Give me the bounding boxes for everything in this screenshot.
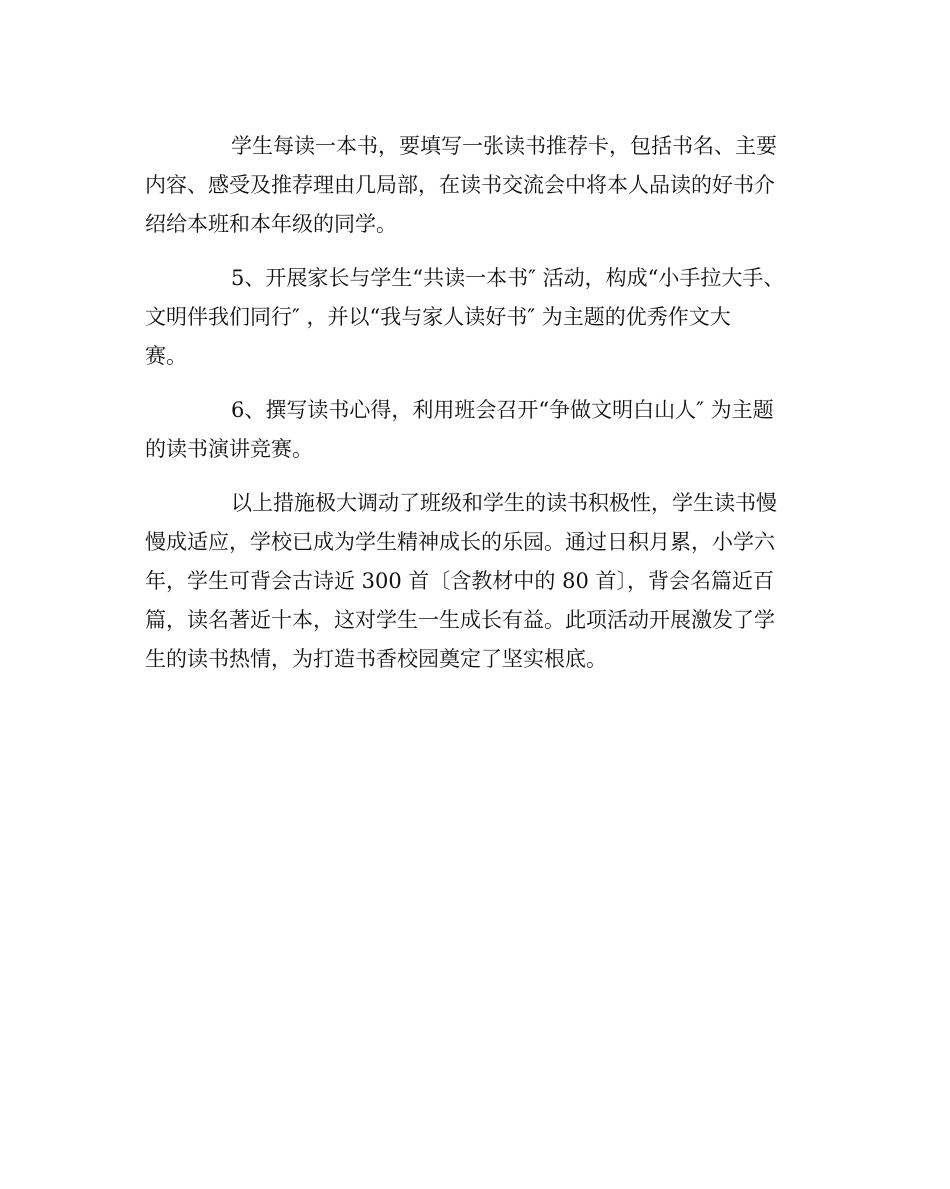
paragraph-line: 慢成适应，学校已成为学生精神成长的乐园。通过日积月累，小学六 xyxy=(145,530,775,554)
paragraph-2 xyxy=(145,259,805,376)
paragraph-line: 6、撰写读书心得，利用班会召开“争做文明白山人″ 为主题 xyxy=(231,398,774,422)
paragraph-4 xyxy=(145,484,805,679)
paragraph-3 xyxy=(145,391,805,469)
paragraph-line: 内容、感受及推荐理由几局部，在读书交流会中将本人品读的好书介 xyxy=(145,173,775,197)
paragraph-line: 5、开展家长与学生“共读一本书″ 活动，构成“小手拉大手、 xyxy=(231,266,785,290)
paragraph-line: 赛。 xyxy=(145,344,187,368)
paragraph-line: 生的读书热情，为打造书香校园奠定了坚实根底。 xyxy=(145,647,607,671)
paragraph-line: 以上措施极大调动了班级和学生的读书积极性，学生读书慢 xyxy=(231,491,777,515)
paragraph-line: 学生每读一本书，要填写一张读书推荐卡，包括书名、主要 xyxy=(231,134,777,158)
paragraph-line: 绍给本班和本年级的同学。 xyxy=(145,212,397,236)
paragraph-line: 年，学生可背会古诗近 300 首〔含教材中的 80 首〕，背会名篇近百 xyxy=(145,569,775,593)
paragraph-1 xyxy=(145,127,805,244)
paragraph-line: 篇，读名著近十本，这对学生一生成长有益。此项活动开展激发了学 xyxy=(145,608,775,632)
document-body xyxy=(145,127,805,679)
paragraph-line: 的读书演讲竞赛。 xyxy=(145,437,313,461)
paragraph-line: 文明伴我们同行″ ，并以“我与家人读好书″ 为主题的优秀作文大 xyxy=(145,305,731,329)
